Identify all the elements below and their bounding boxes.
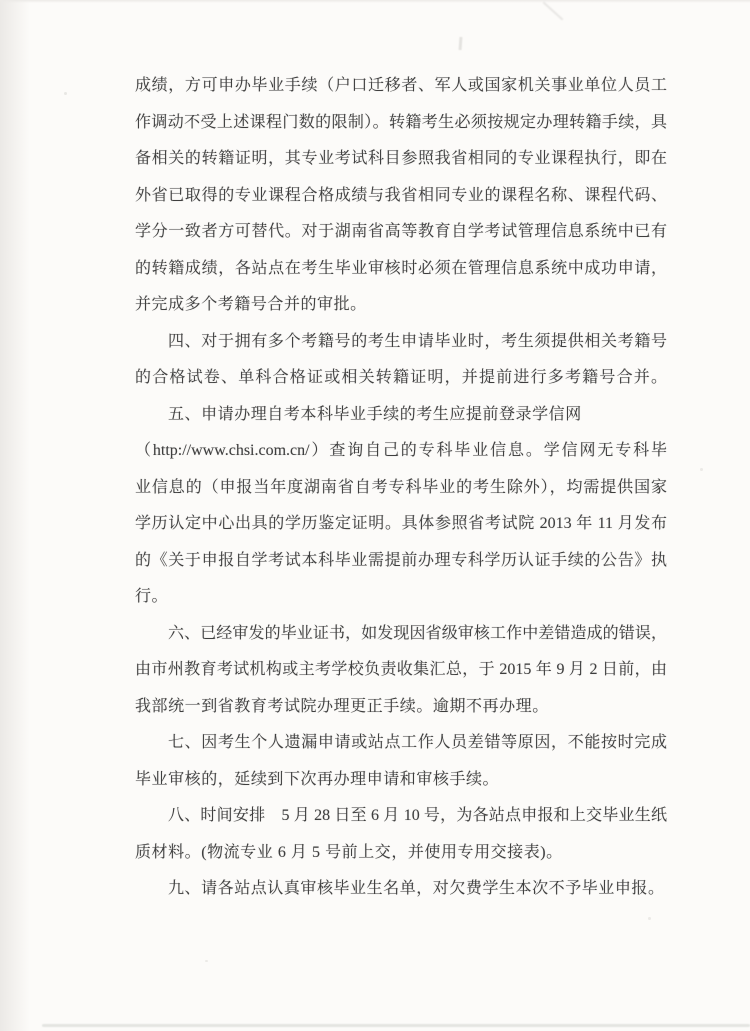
- scan-dust-speck: [648, 917, 651, 920]
- text-line: 的合格试卷、单科合格证或相关转籍证明，并提前进行多考籍号合并。: [135, 369, 667, 386]
- scan-dust-speck: [205, 960, 208, 962]
- text-line: 学历认定中心出具的学历鉴定证明。具体参照省考试院 2013 年 11 月发布: [135, 515, 667, 532]
- text-line: 质材料。(物流专业 6 月 5 号前上交，并使用专用交接表)。: [135, 843, 563, 861]
- scan-dust-speck: [64, 92, 67, 95]
- text-line: 业信息的（申报当年度湖南省自考专科毕业的考生除外），均需提供国家: [135, 478, 667, 496]
- text-line: 成绩，方可申办毕业手续（户口迁移者、军人或国家机关事业单位人员工: [135, 77, 667, 94]
- scan-artifact-smudge: [459, 37, 463, 50]
- scan-crease-line: [42, 1024, 750, 1027]
- text-line: （http://www.chsi.com.cn/）查询自己的专科毕业信息。学信网无专科毕: [135, 442, 667, 459]
- text-line: 七、因考生个人遗漏申请或站点工作人员差错等原因，不能按时完成: [168, 734, 667, 751]
- scan-edge-shadow-left: [0, 0, 30, 1031]
- document-text: [135, 68, 667, 908]
- text-line: 六、已经审发的毕业证书，如发现因省级审核工作中差错造成的错误，: [168, 624, 667, 642]
- text-line: 备相关的转籍证明，其专业考试科目参照我省相同的专业课程执行，即在: [135, 150, 667, 167]
- text-line: 我部统一到省教育考试院办理更正手续。逾期不再办理。: [135, 697, 549, 715]
- text-line: 的转籍成绩，各站点在考生毕业审核时必须在管理信息系统中成功申请，: [135, 259, 667, 277]
- text-line: 八、时间安排 5 月 28 日至 6 月 10 号，为各站点申报和上交毕业生纸: [168, 807, 667, 824]
- text-line: 四、对于拥有多个考籍号的考生申请毕业时，考生须提供相关考籍号: [168, 332, 667, 350]
- scan-edge-shadow-top: [0, 0, 750, 3]
- text-line: 的《关于申报自学考试本科毕业需提前办理专科学历认证手续的公告》执: [135, 551, 667, 569]
- scan-dust-speck: [700, 468, 703, 471]
- text-line: 行。: [135, 588, 169, 605]
- scan-artifact-scratch: [543, 2, 564, 21]
- text-line: 学分一致者方可替代。对于湖南省高等教育自学考试管理信息系统中已有: [135, 223, 667, 240]
- text-line: 外省已取得的专业课程合格成绩与我省相同专业的课程名称、课程代码、: [135, 186, 667, 204]
- text-line: 毕业审核的，延续到下次再办理申请和审核手续。: [135, 770, 500, 788]
- text-line: 五、申请办理自考本科毕业手续的考生应提前登录学信网: [168, 405, 582, 423]
- text-line: 并完成多个考籍号合并的审批。: [135, 296, 367, 313]
- text-line: 作调动不受上述课程门数的限制）。转籍考生必须按规定办理转籍手续，具: [135, 113, 667, 131]
- text-line: 九、请各站点认真审核毕业生名单，对欠费学生本次不予毕业申报。: [168, 880, 665, 897]
- text-line: 由市州教育考试机构或主考学校负责收集汇总，于 2015 年 9 月 2 日前，由: [135, 661, 667, 678]
